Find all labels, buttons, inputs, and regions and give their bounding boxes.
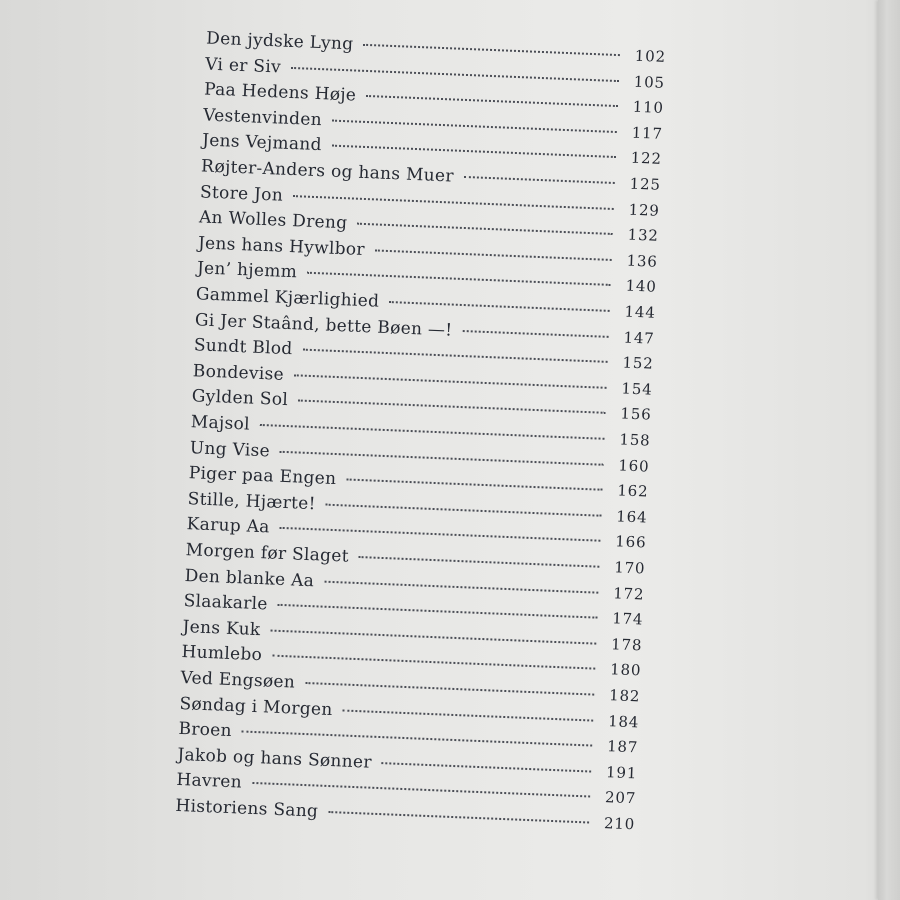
dot-leader (343, 709, 594, 721)
toc-entry-title: Morgen før Slaget (185, 540, 350, 567)
toc-entry-page-number: 207 (604, 788, 637, 808)
toc-entry-page-number: 102 (634, 46, 667, 66)
toc-entry-page-number: 144 (624, 302, 656, 322)
toc-entry-title: Den jydske Lyng (205, 28, 354, 55)
toc-entry-page-number: 174 (611, 609, 644, 629)
toc-entry-page-number: 210 (603, 814, 636, 834)
toc-entry-title: Bondevise (192, 361, 285, 385)
toc-entry-page-number: 156 (620, 404, 652, 425)
dot-leader (462, 330, 608, 338)
toc-entry-title: Jens Vejmand (201, 130, 323, 156)
toc-entry-title: Den blanke Aa (184, 565, 315, 591)
toc-entry-title: Broen (178, 719, 233, 742)
dot-leader (293, 195, 614, 210)
toc-entry-title: Historiens Sang (175, 795, 319, 822)
toc-entry-title: Gylden Sol (191, 386, 289, 411)
toc-entry-page-number: 132 (627, 225, 660, 245)
toc-entry-page-number: 152 (622, 353, 654, 373)
toc-entry-title: Gammel Kjærlighied (195, 284, 380, 312)
toc-entry-title: Slaakarle (183, 591, 269, 615)
toc-entry-page-number: 164 (616, 507, 648, 527)
toc-entry-page-number: 117 (631, 123, 664, 143)
dot-leader (278, 604, 598, 619)
toc-entry-page-number: 105 (633, 72, 666, 92)
toc-entry-page-number: 170 (613, 558, 646, 578)
toc-entry-title: Søndag i Morgen (179, 693, 333, 720)
dot-leader (359, 556, 600, 568)
toc-entry-title: Jakob og hans Sønner (177, 744, 373, 773)
toc-entry-title: Vi er Siv (204, 54, 282, 78)
toc-entry-title: Humlebo (181, 642, 263, 666)
dot-leader (332, 145, 616, 158)
toc-entry-title: Vestenvinden (202, 105, 323, 130)
toc-entry-title: Jens hans Hywlbor (197, 233, 366, 260)
toc-entry-page-number: 180 (609, 660, 642, 680)
dot-leader (326, 503, 602, 516)
toc-entry-page-number: 122 (630, 149, 663, 169)
toc-entry-title: Sundt Blod (193, 335, 293, 360)
toc-entry-page-number: 182 (608, 686, 641, 706)
toc-entry-page-number: 172 (612, 583, 645, 604)
dot-leader (298, 400, 606, 414)
toc-entry-title: Røjter-Anders og hans Muer (200, 156, 455, 187)
dot-leader (252, 782, 590, 798)
toc-entry-title: Gi Jer Staând, bette Bøen —! (194, 309, 453, 341)
toc-entry-title: Majsol (190, 412, 251, 435)
dot-leader (294, 374, 607, 389)
toc-entry-page-number: 136 (626, 251, 659, 271)
toc-entry-page-number: 154 (621, 379, 653, 399)
dot-leader (366, 95, 618, 107)
toc-entry-title: An Wolles Dreng (198, 207, 348, 234)
toc-entry-page-number: 147 (623, 328, 655, 348)
dot-leader (242, 731, 592, 747)
dot-leader (270, 629, 596, 644)
toc-entry-title: Ved Engsøen (180, 667, 296, 693)
dot-leader (305, 682, 594, 696)
toc-entry-title: Jen’ hjemm (196, 258, 298, 283)
page-edge (878, 0, 900, 900)
dot-leader (464, 176, 615, 184)
toc-entry-page-number: 129 (628, 200, 661, 220)
toc-entry-page-number: 184 (607, 711, 640, 732)
dot-leader (346, 479, 602, 491)
toc-entry-page-number: 162 (617, 481, 649, 501)
toc-entry-title: Paa Hedens Høje (203, 79, 357, 106)
table-of-contents (174, 28, 697, 867)
dot-leader (328, 811, 589, 823)
toc-entry-page-number: 160 (618, 455, 650, 476)
toc-entry-page-number: 110 (632, 97, 665, 118)
dot-leader (307, 272, 611, 286)
toc-entry-title: Jens Kuk (182, 616, 261, 640)
dot-leader (280, 450, 604, 465)
dot-leader (303, 349, 608, 363)
toc-entry-title: Karup Aa (186, 514, 271, 538)
dot-leader (382, 762, 591, 772)
toc-entry-title: Piger paa Engen (188, 463, 337, 490)
dot-leader (375, 249, 612, 261)
toc-entry-page-number: 125 (629, 174, 662, 194)
toc-entry-title: Stille, Hjærte! (187, 488, 317, 515)
toc-entry-page-number: 178 (610, 635, 643, 655)
toc-entry-page-number: 191 (605, 762, 638, 783)
dot-leader (291, 67, 619, 82)
toc-entry-page-number: 140 (625, 276, 657, 297)
dot-leader (357, 223, 612, 235)
dot-leader (324, 580, 598, 593)
dot-leader (332, 119, 617, 132)
toc-entry-title: Havren (176, 770, 243, 793)
toc-entry-title: Store Jon (199, 181, 284, 206)
dot-leader (272, 655, 595, 670)
toc-entry-page-number: 158 (619, 430, 651, 450)
dot-leader (260, 424, 605, 440)
toc-entry-page-number: 187 (606, 737, 639, 757)
dot-leader (363, 44, 620, 56)
toc-entry-page-number: 166 (614, 532, 647, 552)
toc-entry-title: Ung Vise (189, 437, 271, 461)
dot-leader (389, 301, 609, 312)
dot-leader (280, 527, 601, 542)
